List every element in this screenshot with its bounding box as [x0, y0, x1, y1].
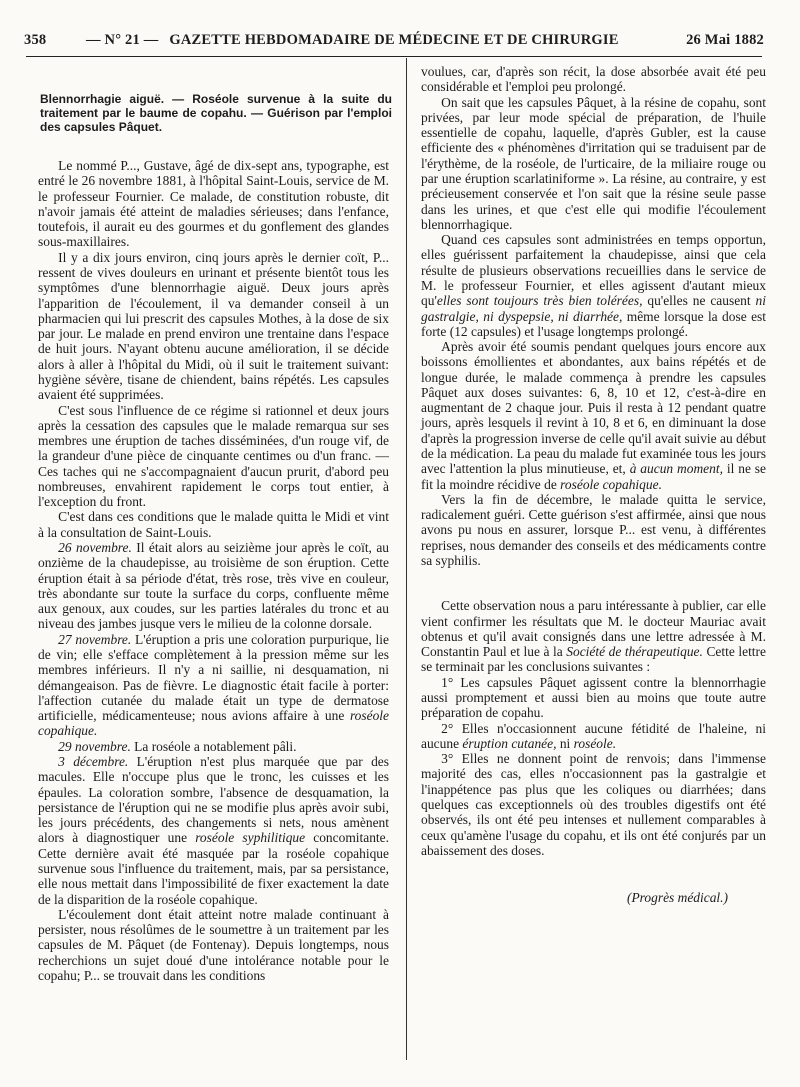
paragraph: Il y a dix jours environ, cinq jours après le dernier coït, P... ressent de vives douleurs en urinant et présente bientôt tous les symptômes d'une blennorrhagie aiguë. Deux jours après l'apparition de l'écoulement, il va demander conseil à un pharmacien qui lui prescrit des capsules Mothes, à la dose de six par jour. Le malade en prend environ une trentaine dans l'espace de huit jours. N'ayant obtenu aucune amélioration, il se décide alors à aller à l'hôpital du Midi, où il suit le traitement suivant: hygiène sévère, tisane de chiendent, bains répétés. Les capsules avaient été supprimées. — [38, 249, 389, 403]
paragraph-dec3 — [38, 754, 389, 907]
issue-date: 26 Mai 1882 — [686, 32, 764, 48]
date-label: 29 novembre. — [58, 738, 131, 754]
text: 2° Elles n'occasionnent aucune fétidité de l'haleine, ni aucune — [421, 720, 766, 751]
emphasis: roséole copahique. — [38, 708, 389, 739]
paragraph-nov26 — [38, 540, 389, 632]
header-rule — [26, 56, 762, 57]
issue-number: — N° 21 — — [86, 32, 159, 48]
conclusion-3: 3° Elles ne donnent point de renvois; dans l'immense majorité des cas, elles n'occasionnent pas la gastralgie et l'inappétence pas plus que les coliques ou diarrhées; dans quelques cas exceptionnels où des troubles digestifs ont été observés, ils ont été peu intenses et nullement comparables à ceux qu'amène l'usage du copahu, et ils ont été conjurés par un abaissement des doses. — [421, 751, 766, 858]
emphasis: roséole copahique. — [560, 476, 662, 492]
date-label: 3 décembre. — [58, 753, 129, 769]
page-number: 358 — [24, 32, 47, 48]
emphasis: Société de thérapeutique. — [566, 644, 703, 660]
paragraph: voulues, car, d'après son récit, la dose absorbée avait été peu considérable et l'emploi peu prolongé. — [421, 64, 766, 95]
paragraph: Vers la fin de décembre, le malade quitta le service, radicalement guéri. Cette guérison s'est affirmée, ainsi que nous avons pu nous en assurer, lorsque P... est venu, à différentes reprises, nous demander des conseils et des médicaments contre sa syphilis. — [421, 491, 766, 568]
text: concomitante. Cette dernière avait été masquée par la roséole copahique survenue sous l'influence du traitement, mais, par sa persistance, elle nous mettait dans l'impossibilité de fixer exactement la date de la disparition de la roséole copahique. — [38, 830, 389, 907]
emphasis: à aucun moment, — [629, 461, 723, 477]
paragraph: Le nommé P..., Gustave, âgé de dix-sept ans, typographe, est entré le 26 novembre 1881, à l'hôpital Saint-Louis, service de M. le professeur Fournier. Ce malade, de constitution robuste, dit n'avoir jamais été atteint de maladies sérieuses; dans l'enfance, toutefois, il aurait eu des gourmes et du gonflement des glandes sous-maxillaires. — [38, 158, 389, 250]
text: il ne se fit la moindre récidive de — [421, 461, 767, 492]
text: L'éruption n'est plus marquée que par des macules. Elle n'occupe plus que le tronc, les cuisses et les épaules. La coloration sombre, l'absence de desquamation, la persistance de l'éruption qui ne se modifie plus après avoir subi, les jours précédents, des changements si nets, nous amènent alors à diagnostiquer une — [38, 753, 389, 846]
emphasis: roséole. — [573, 735, 617, 751]
text: Quand ces capsules sont administrées en temps opportun, elles guérissent parfaitement la chaudepisse, ainsi que cela résulte de plusieurs observations recueillies dans le service de M. le professeur Fournier, et elles agissent d'autant mieux qu' — [421, 232, 766, 309]
page-header — [24, 32, 764, 50]
source-citation: (Progrès médical.) — [626, 890, 728, 906]
paragraph-nov27 — [38, 632, 389, 739]
emphasis: ni gastralgie, ni dyspepsie, ni diarrhée, — [421, 293, 766, 324]
paragraph: C'est dans ces conditions que le malade quitta le Midi et vint à la consultation de Saint-Louis. — [38, 509, 389, 540]
column-divider — [406, 58, 407, 1060]
text: Après avoir été soumis pendant quelques jours encore aux boissons émollientes et abondantes, aux bains répétés et de longue durée, le malade commença à prendre les capsules Pâquet aux doses suivantes: 6, 8, 10 et 12, c'est-à-dire en augmentant de 2 chaque jour. Puis il resta à 12 pendant quatre jours, après lesquels il revint à 10, 8 et 6, en diminuant la dose d'après la progression inverse de celle qu'il avait suivie au début de la médication. La peau du malade fut examinée tous les jours avec l'attention la plus minutieuse, et, — [421, 339, 766, 477]
text: Cette observation nous a paru intéressante à publier, car elle vient confirmer les résultats que M. le docteur Mauriac avait obtenus et qu'il avait consignés dans une lettre adressée à M. Constantin Paul et lue à la — [421, 598, 766, 660]
conclusion-1: 1° Les capsules Pâquet agissent contre la blennorrhagie aussi promptement et aussi bien au moins que toute autre préparation de copahu. — [421, 674, 766, 721]
journal-title: GAZETTE HEBDOMADAIRE DE MÉDECINE ET DE CHIRURGIE — [169, 32, 619, 48]
text: La roséole a notablement pâli. — [130, 738, 297, 754]
date-label: 26 novembre. — [58, 540, 132, 556]
paragraph: On sait que les capsules Pâquet, à la résine de copahu, sont privées, par leur mode spécial de préparation, de l'huile essentielle de copahu, laquelle, d'après Gubler, est la cause efficiente des « phénomènes d'irritation qui se traduisent par de l'érythème, de la roséole, de l'urticaire, de la miliaire rouge ou par une éruption scarlatiniforme ». La résine, au contraire, y est précieusement conservée et l'on sait que la résine seule passe dans les urines, et que c'est elle qui modifie l'écoulement blennorrhagique. — [421, 94, 766, 232]
text: ni — [556, 735, 574, 751]
paragraph: C'est sous l'influence de ce régime si rationnel et deux jours après la cessation des capsules que le malade remarqua sur ses membres une éruption de taches disséminées, d'un rouge vif, de la grandeur d'une pièce de cinquante centimes ou d'un franc. — Ces taches qui ne s'accompagnaient d'aucun prurit, d'abord peu nombreuses, envahirent rapidement le corps tout entier, à l'exception du front. — [38, 402, 389, 510]
right-column — [421, 64, 766, 905]
paragraph — [421, 598, 766, 674]
article-title: Blennorrhagie aiguë. — Roséole survenue à la suite du traitement par le baume de copahu. — Guérison par l'emploi des capsules Pâquet. — [40, 92, 392, 134]
text: Il était alors au seizième jour après le coït, au onzième de la chaudepisse, au troisième de son éruption. Cette éruption était à sa période d'état, très rose, très vive en couleur, très abondante sur toute la surface du corps, confluente même aux genoux, aux coudes, sur les parties latérales du tronc et au niveau des jambes jusque vers le milieu de la colonne dorsale. — [38, 540, 389, 632]
text: Cette lettre se terminait par les conclusions suivantes : — [421, 644, 766, 675]
text: L'éruption a pris une coloration purpurique, lie de vin; elle s'efface complètement à la pression même sur les membres inférieurs. Il n'y a ni saillie, ni desquamation, ni démangeaison. Pas de fièvre. Le diagnostic était facile à porter: l'affection cutanée du malade était un type de dermatose artificielle, médicamenteuse; nous avions affaire à une — [38, 631, 389, 724]
date-label: 27 novembre. — [58, 631, 132, 647]
section-gap — [421, 568, 766, 598]
emphasis: roséole syphilitique — [195, 830, 306, 846]
left-column — [38, 158, 389, 983]
paragraph — [421, 339, 766, 492]
paragraph: L'écoulement dont était atteint notre malade continuant à persister, nous résolûmes de le soumettre à un traitement par les capsules de M. Pâquet (de Fontenay). Depuis longtemps, nous recherchions un sujet doué d'une intolérance notable pour le copahu; P... se trouvait dans les conditions — [38, 906, 389, 983]
text: qu'elles ne causent — [642, 293, 756, 309]
emphasis: éruption cutanée, — [462, 735, 557, 751]
paragraph-nov29 — [38, 739, 389, 754]
conclusion-2 — [421, 721, 766, 752]
text: même lorsque la dose est forte (12 capsules) et l'usage longtemps prolongé. — [421, 308, 766, 339]
emphasis: elles sont toujours très bien tolérées, — [436, 293, 643, 309]
paragraph — [421, 232, 766, 339]
source-signature — [421, 890, 766, 905]
